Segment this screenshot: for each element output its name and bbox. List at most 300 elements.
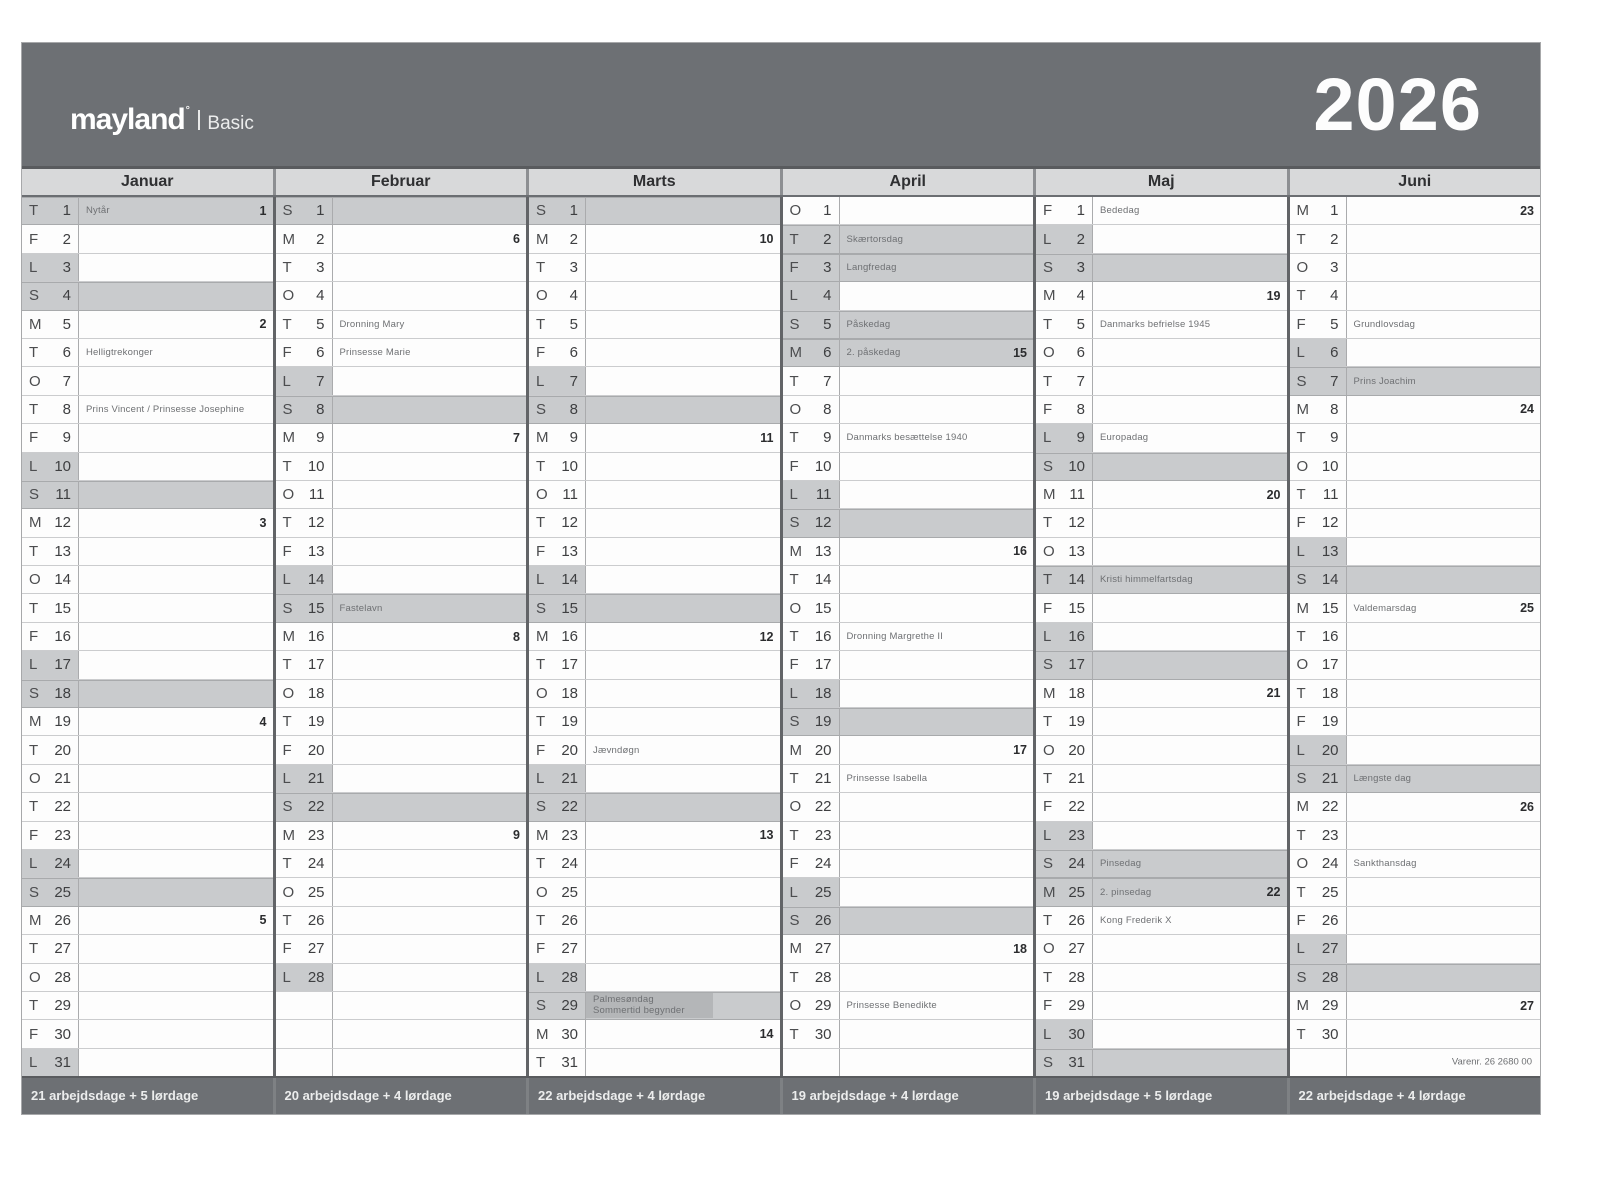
day-cell — [1290, 594, 1347, 621]
day-row — [1290, 282, 1541, 310]
day-note-area — [1347, 197, 1541, 224]
day-cell — [529, 367, 586, 394]
day-note-area — [333, 424, 527, 451]
day-cell — [22, 1049, 79, 1076]
day-row — [22, 736, 273, 764]
day-cell — [1036, 623, 1093, 650]
day-number: 9 — [62, 429, 71, 447]
day-cell — [529, 680, 586, 707]
day-note-area — [79, 396, 273, 423]
day-number: 16 — [814, 628, 832, 646]
day-letter: M — [789, 542, 802, 560]
day-letter: S — [1043, 656, 1054, 674]
day-letter: S — [282, 798, 293, 816]
day-row — [22, 424, 273, 452]
day-number: 4 — [62, 287, 71, 305]
day-letter: T — [282, 855, 292, 873]
day-letter: T — [789, 968, 799, 986]
day-note-area — [1093, 1049, 1287, 1076]
day-note-area — [79, 736, 273, 763]
day-row — [22, 680, 273, 708]
calendar-sheet — [21, 42, 1541, 1115]
day-number: 5 — [569, 315, 578, 333]
day-number: 26 — [1321, 911, 1339, 929]
day-note-area — [840, 680, 1034, 707]
day-cell — [529, 708, 586, 735]
day-number: 19 — [814, 713, 832, 731]
day-cell — [276, 850, 333, 877]
day-row — [529, 1020, 780, 1048]
day-cell — [22, 254, 79, 281]
day-row — [1290, 453, 1541, 481]
day-cell — [1036, 1049, 1093, 1076]
day-cell — [1290, 1020, 1347, 1047]
day-letter: S — [29, 287, 40, 305]
day-row — [276, 964, 527, 992]
day-row — [1036, 566, 1287, 594]
day-row — [1290, 566, 1541, 594]
day-note-area — [333, 509, 527, 536]
day-note-area — [840, 623, 1034, 650]
day-note-area — [333, 1049, 527, 1076]
day-note-area — [79, 481, 273, 508]
day-letter: S — [789, 315, 800, 333]
day-row — [1290, 651, 1541, 679]
day-letter: M — [1296, 400, 1309, 418]
day-number: 3 — [62, 258, 71, 276]
day-number: 4 — [823, 287, 832, 305]
day-note: Dronning Mary — [339, 318, 405, 330]
day-row — [1290, 935, 1541, 963]
day-row — [783, 339, 1034, 367]
day-letter: F — [29, 230, 39, 248]
day-cell — [276, 311, 333, 338]
day-cell — [529, 651, 586, 678]
day-number: 17 — [54, 656, 71, 674]
day-letter: O — [1043, 344, 1055, 362]
month-name: Juni — [1287, 169, 1541, 195]
day-number: 15 — [54, 599, 71, 617]
day-note-area — [333, 566, 527, 593]
day-cell — [276, 538, 333, 565]
day-cell — [1290, 680, 1347, 707]
day-letter: T — [1296, 1025, 1306, 1043]
day-row — [529, 736, 780, 764]
day-row — [1036, 680, 1287, 708]
day-letter: F — [1296, 315, 1306, 333]
day-letter: T — [1296, 883, 1306, 901]
day-cell — [783, 225, 840, 252]
day-note-area — [586, 367, 780, 394]
day-cell — [1036, 822, 1093, 849]
day-note-area — [79, 1020, 273, 1047]
day-cell — [1036, 651, 1093, 678]
week-number: 19 — [1266, 288, 1281, 303]
day-row — [783, 765, 1034, 793]
day-row — [1290, 992, 1541, 1020]
month-column — [1287, 197, 1541, 1076]
day-row — [1290, 1020, 1541, 1048]
day-number: 6 — [316, 344, 325, 362]
day-letter: T — [282, 457, 292, 475]
day-row — [783, 453, 1034, 481]
day-cell — [783, 651, 840, 678]
day-row — [22, 367, 273, 395]
day-number: 28 — [814, 968, 832, 986]
day-letter: F — [1043, 202, 1053, 220]
day-number: 25 — [1068, 883, 1085, 901]
day-letter: T — [536, 911, 546, 929]
day-cell — [529, 509, 586, 536]
day-row — [1290, 509, 1541, 537]
day-row — [1036, 396, 1287, 424]
day-cell — [529, 1020, 586, 1047]
day-row — [1290, 964, 1541, 992]
day-row — [529, 793, 780, 821]
day-cell — [1290, 509, 1347, 536]
day-number: 17 — [561, 656, 578, 674]
week-number: 23 — [1520, 203, 1534, 218]
day-letter: F — [282, 344, 292, 362]
day-cell — [783, 793, 840, 820]
day-letter: F — [1296, 514, 1306, 532]
day-letter: O — [789, 997, 802, 1015]
day-number: 2 — [1076, 230, 1085, 248]
day-cell — [1290, 736, 1347, 763]
day-letter: T — [1043, 372, 1053, 390]
day-cell — [1036, 680, 1093, 707]
day-note-area — [840, 453, 1034, 480]
day-note-area — [1093, 878, 1287, 905]
day-row — [1036, 225, 1287, 253]
day-cell — [1036, 878, 1093, 905]
week-number: 5 — [259, 913, 267, 928]
day-letter: T — [1043, 315, 1053, 333]
day-note-area — [1093, 736, 1287, 763]
day-letter: T — [536, 457, 546, 475]
day-row — [1290, 850, 1541, 878]
day-cell — [276, 651, 333, 678]
day-cell — [22, 623, 79, 650]
day-letter: F — [789, 457, 799, 475]
day-cell — [22, 481, 79, 508]
day-cell — [276, 282, 333, 309]
day-row — [276, 566, 527, 594]
day-number: 31 — [54, 1053, 71, 1071]
day-cell — [783, 538, 840, 565]
day-cell — [1036, 424, 1093, 451]
workdays-label: 19 arbejdsdage + 5 lørdage — [1033, 1078, 1287, 1114]
day-number: 8 — [1076, 400, 1085, 418]
day-cell — [783, 1020, 840, 1047]
day-number: 7 — [62, 372, 71, 390]
day-cell — [1036, 935, 1093, 962]
day-note-area — [1093, 311, 1287, 338]
day-row — [1290, 680, 1541, 708]
day-note-area — [79, 907, 273, 934]
day-letter: O — [1296, 258, 1309, 276]
day-cell — [1036, 793, 1093, 820]
day-note: Langfredag — [846, 261, 897, 273]
day-number: 7 — [823, 372, 832, 390]
day-row — [1290, 197, 1541, 225]
day-number: 14 — [561, 571, 578, 589]
day-cell — [1036, 311, 1093, 338]
day-row — [529, 651, 780, 679]
day-cell — [276, 907, 333, 934]
day-note-area — [840, 509, 1034, 536]
day-letter: S — [1296, 770, 1307, 787]
day-row — [1036, 538, 1287, 566]
day-row — [276, 254, 527, 282]
day-note: Kristi himmelfartsdag — [1100, 574, 1193, 586]
day-note-area — [586, 396, 780, 423]
day-note-area — [840, 935, 1034, 962]
day-number: 19 — [1068, 713, 1085, 731]
day-row — [276, 793, 527, 821]
day-cell — [529, 311, 586, 338]
day-cell — [22, 850, 79, 877]
day-letter: L — [29, 855, 38, 873]
day-note-area — [840, 311, 1034, 338]
day-letter: T — [29, 542, 39, 560]
day-cell — [783, 623, 840, 650]
day-cell — [22, 765, 79, 792]
day-number: 17 — [1068, 656, 1085, 674]
day-letter: M — [1043, 684, 1056, 702]
day-row — [1036, 509, 1287, 537]
week-number: 25 — [1520, 601, 1534, 616]
day-note-area — [840, 367, 1034, 394]
day-cell — [276, 793, 333, 820]
day-row — [783, 538, 1034, 566]
week-number: 6 — [513, 232, 520, 247]
day-letter: L — [789, 883, 798, 901]
day-letter: F — [536, 940, 546, 958]
day-note-area — [586, 1020, 780, 1047]
day-cell — [1290, 538, 1347, 565]
day-number: 21 — [54, 770, 71, 787]
day-letter: O — [536, 287, 548, 305]
day-letter: S — [282, 202, 293, 220]
day-letter: F — [536, 741, 546, 759]
day-number: 22 — [561, 798, 578, 816]
day-cell — [1036, 765, 1093, 792]
day-row — [1290, 481, 1541, 509]
day-number: 27 — [1321, 940, 1339, 958]
day-row — [529, 822, 780, 850]
day-row — [276, 282, 527, 310]
day-note-area — [1347, 311, 1541, 338]
day-number: 15 — [1068, 599, 1085, 617]
day-letter: T — [1043, 514, 1053, 532]
day-note-area — [333, 225, 527, 252]
week-number: 4 — [259, 714, 267, 729]
day-number: 5 — [1076, 315, 1085, 333]
day-note-area — [333, 367, 527, 394]
day-row — [529, 225, 780, 253]
day-cell — [1036, 964, 1093, 991]
day-cell — [1290, 822, 1347, 849]
day-row — [529, 282, 780, 310]
day-note-area — [79, 1049, 273, 1076]
day-note-area — [333, 793, 527, 820]
day-letter: T — [282, 656, 292, 674]
day-cell — [22, 1020, 79, 1047]
day-note-area — [1347, 935, 1541, 962]
day-letter: M — [536, 1025, 549, 1043]
day-number: 30 — [814, 1025, 832, 1043]
year-title: 2026 — [1313, 63, 1482, 146]
day-cell — [529, 594, 586, 621]
day-number: 5 — [823, 315, 832, 333]
day-note-area — [333, 850, 527, 877]
day-number: 17 — [1321, 656, 1339, 674]
day-letter: M — [1043, 287, 1056, 305]
day-cell — [1036, 282, 1093, 309]
day-number: 22 — [1321, 798, 1339, 816]
day-note-area — [1093, 651, 1287, 678]
day-letter: M — [536, 230, 549, 248]
day-row — [783, 1020, 1034, 1048]
day-row — [1290, 594, 1541, 622]
day-cell — [783, 935, 840, 962]
day-note-area — [1093, 1020, 1287, 1047]
day-note-area — [79, 822, 273, 849]
day-row — [276, 992, 527, 1020]
day-letter: T — [282, 315, 292, 333]
day-cell — [783, 964, 840, 991]
day-row — [1036, 822, 1287, 850]
week-number: 13 — [759, 828, 774, 843]
day-note-area — [586, 623, 780, 650]
day-letter: O — [536, 684, 548, 702]
day-note-area — [840, 566, 1034, 593]
day-number: 10 — [1321, 457, 1339, 475]
day-number: 23 — [814, 826, 832, 844]
day-letter: F — [1043, 400, 1053, 418]
day-note-area — [1093, 339, 1287, 366]
day-note-area — [586, 424, 780, 451]
day-cell — [783, 396, 840, 423]
day-cell — [1036, 538, 1093, 565]
day-cell — [1290, 765, 1347, 792]
day-row — [22, 311, 273, 339]
day-number: 22 — [814, 798, 832, 816]
day-note: Pinsedag — [1100, 858, 1142, 870]
day-note-area — [1093, 282, 1287, 309]
day-row — [529, 708, 780, 736]
day-cell — [783, 282, 840, 309]
day-cell — [22, 964, 79, 991]
day-note: Kong Frederik X — [1100, 914, 1172, 926]
day-note-area — [1093, 623, 1287, 650]
day-number: 16 — [54, 628, 71, 646]
day-cell — [1036, 339, 1093, 366]
day-cell — [276, 1020, 333, 1047]
day-number: 24 — [307, 855, 325, 873]
day-letter: F — [789, 855, 799, 873]
day-cell — [22, 708, 79, 735]
day-note-area — [333, 481, 527, 508]
day-note-area — [1347, 367, 1541, 394]
day-number: 12 — [307, 514, 325, 532]
day-note-area — [333, 197, 527, 224]
day-row — [22, 1049, 273, 1076]
week-number: 3 — [259, 515, 267, 530]
day-cell — [529, 623, 586, 650]
day-number: 6 — [1076, 344, 1085, 362]
day-letter: F — [1043, 997, 1053, 1015]
day-letter: M — [29, 514, 42, 532]
day-note-area — [840, 765, 1034, 792]
day-row — [22, 197, 273, 225]
day-row — [276, 509, 527, 537]
day-cell — [529, 964, 586, 991]
day-note-area — [840, 339, 1034, 366]
day-row — [22, 453, 273, 481]
day-cell — [22, 878, 79, 905]
day-note-area — [1347, 907, 1541, 934]
day-row — [529, 907, 780, 935]
day-note-area — [1347, 481, 1541, 508]
day-cell — [1036, 708, 1093, 735]
day-note-area — [1093, 765, 1287, 792]
day-note-area — [840, 708, 1034, 735]
product-number: Varenr. 26 2680 00 — [1451, 1056, 1532, 1068]
day-note-area — [586, 651, 780, 678]
day-note-area — [79, 708, 273, 735]
day-number: 15 — [307, 599, 325, 617]
day-cell — [276, 680, 333, 707]
day-note: Danmarks besættelse 1940 — [846, 432, 968, 444]
day-row — [276, 396, 527, 424]
day-letter: L — [1043, 826, 1052, 844]
day-cell — [276, 878, 333, 905]
day-cell — [22, 396, 79, 423]
day-note-area — [840, 907, 1034, 934]
day-letter: T — [536, 315, 546, 333]
day-note: Europadag — [1100, 432, 1149, 444]
day-row — [1290, 793, 1541, 821]
day-cell — [22, 453, 79, 480]
day-cell — [276, 481, 333, 508]
day-number: 29 — [561, 997, 578, 1015]
day-letter: F — [29, 826, 39, 844]
day-row — [1036, 1020, 1287, 1048]
day-cell — [276, 367, 333, 394]
day-cell — [1036, 197, 1093, 224]
day-letter: O — [789, 599, 802, 617]
week-number: 8 — [513, 629, 520, 644]
day-cell — [22, 538, 79, 565]
day-cell — [1290, 339, 1347, 366]
day-cell — [783, 907, 840, 934]
day-cell — [22, 424, 79, 451]
day-letter: T — [29, 940, 39, 958]
day-note-area — [1093, 992, 1287, 1019]
day-cell — [1290, 481, 1347, 508]
day-note: 2. påskedag — [846, 347, 901, 359]
day-cell — [1036, 1020, 1093, 1047]
day-row — [529, 878, 780, 906]
day-note-area — [79, 424, 273, 451]
day-cell — [1036, 225, 1093, 252]
day-note-area — [79, 935, 273, 962]
day-number: 6 — [1330, 344, 1339, 362]
day-cell — [783, 765, 840, 792]
day-note-area — [586, 225, 780, 252]
